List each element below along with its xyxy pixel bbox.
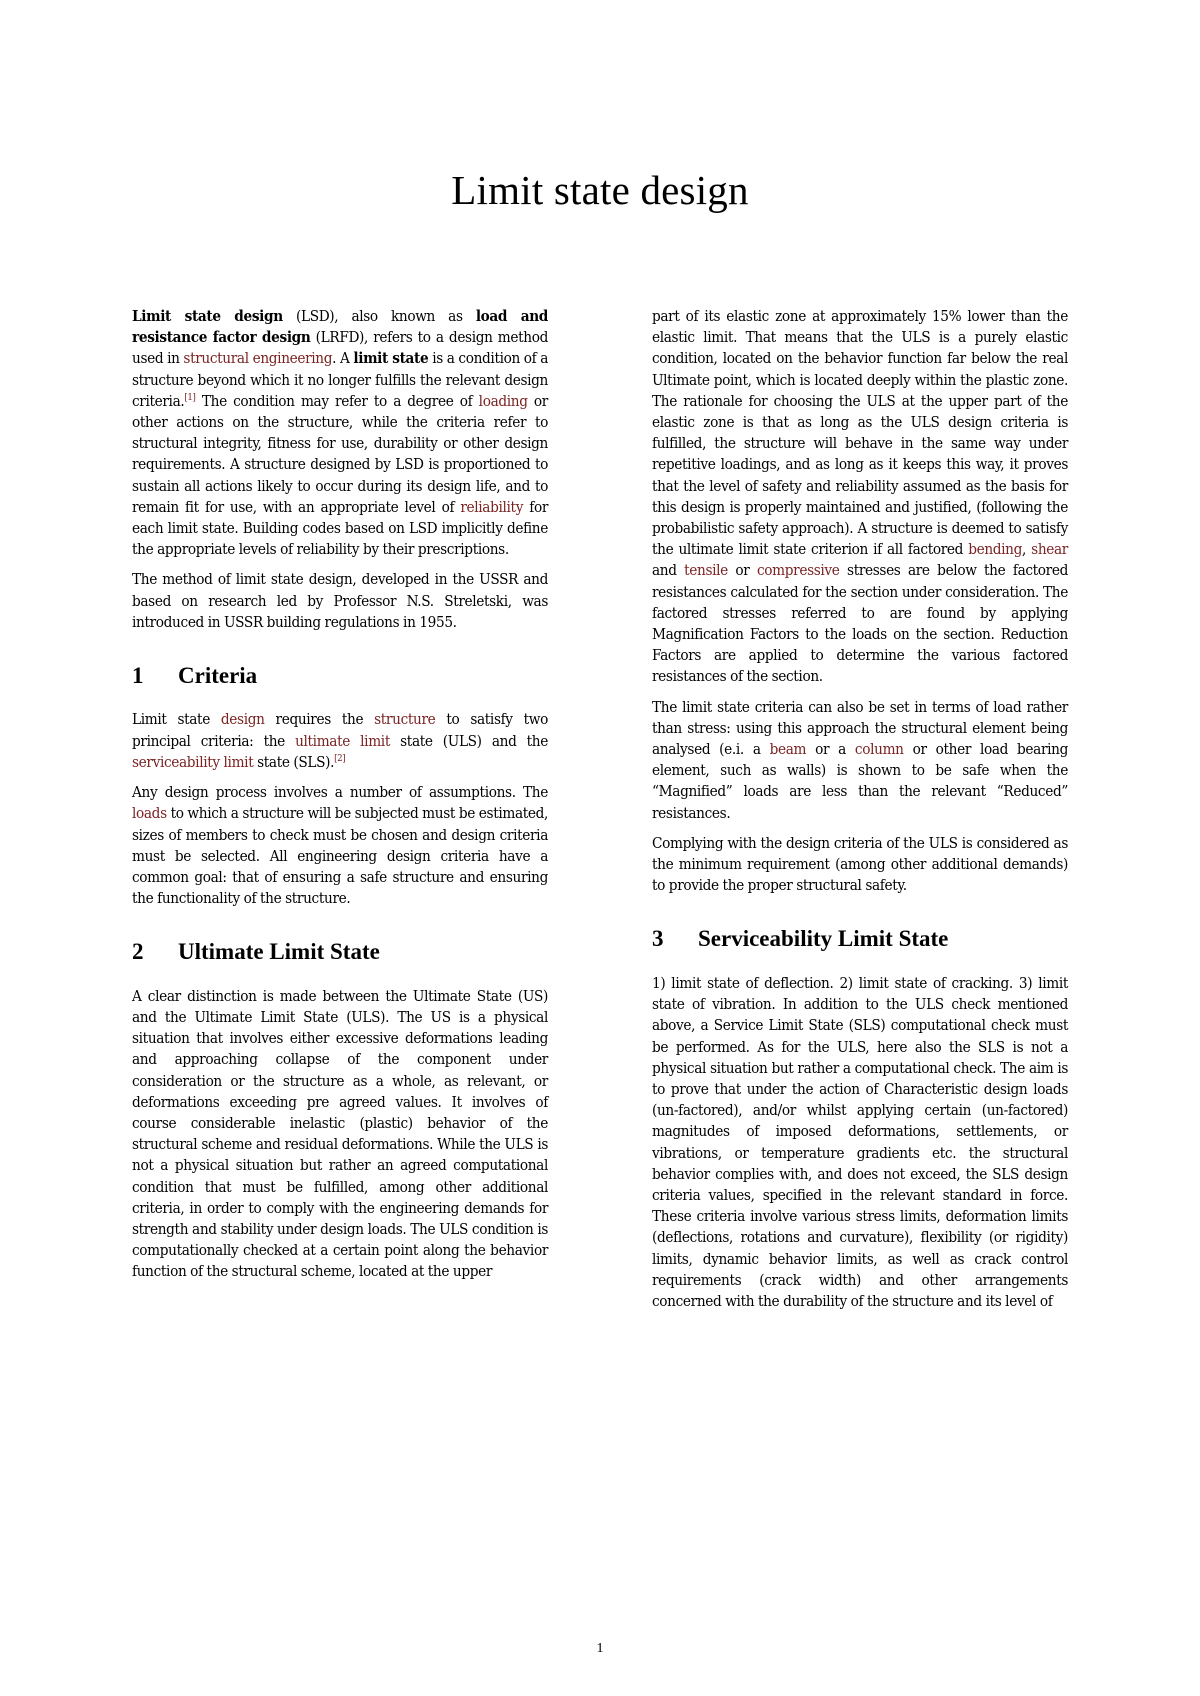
section-title: Serviceability Limit State bbox=[698, 926, 949, 952]
text-run: The condition may refer to a degree of bbox=[195, 391, 479, 410]
wiki-link[interactable]: beam bbox=[769, 740, 807, 759]
paragraph-uls-continuation bbox=[652, 306, 1068, 688]
text-run: The limit state criteria can also be set in terms of load rather than stress: using this approach the structural element being analysed (e.i. a bbox=[652, 697, 1068, 759]
page-number: 1 bbox=[596, 1641, 604, 1656]
bold-term: load and resistance factor design bbox=[132, 307, 549, 347]
text-run: to satisfy two principal criteria: the bbox=[132, 710, 548, 750]
section-heading-criteria bbox=[132, 663, 548, 689]
wiki-link[interactable]: bending bbox=[968, 540, 1023, 559]
text-run: state (SLS). bbox=[253, 752, 335, 771]
bold-term: limit state bbox=[353, 349, 429, 368]
section-number: 3 bbox=[652, 926, 664, 952]
wiki-link[interactable]: serviceability limit bbox=[132, 752, 254, 771]
paragraph-uls-description bbox=[132, 986, 548, 1283]
section-title: Criteria bbox=[178, 663, 258, 689]
bold-term: Limit state design bbox=[132, 307, 283, 325]
text-run: (LSD), also known as bbox=[282, 307, 476, 325]
text-run: (LRFD), refers to a design method used in bbox=[132, 328, 548, 368]
paragraph-criteria-principal bbox=[132, 709, 548, 773]
text-run: requires the bbox=[264, 710, 375, 729]
citation-ref[interactable]: [1] bbox=[184, 391, 196, 403]
wiki-link[interactable]: structural engineering bbox=[183, 349, 333, 368]
text-run: or other actions on the structure, while the criteria refer to structural integrity, fitness for use, durability or other design requirements. A structure designed by LSD is proportioned to sustain all actions likely to occur during its design life, and to remain fit for use, with an appropriate level of bbox=[132, 391, 548, 516]
text-run: or other load bearing element, such as walls) is shown to be safe when the “Magnified” loads are less than the relevant “Reduced” resistances. bbox=[652, 740, 1069, 822]
wiki-link[interactable]: loads bbox=[132, 804, 167, 823]
paragraph-criteria-assumptions bbox=[132, 782, 548, 909]
text-run: part of its elastic zone at approximately 15% lower than the elastic limit. That means that the ULS is a purely elastic condition, located on the behavior function far below the real Ultimate point, which is located deeply within the plastic zone. The rationale for choosing the ULS at the upper part of the elastic zone is that as long as the ULS design criteria is fulfilled, the structure will behave in the same way under repetitive loadings, and as long as it keeps this way, it proves that the level of safety and reliability assumed as the basis for this design is properly maintained and justified, (following the probabilistic safety approach). A structure is deemed to satisfy the ultimate limit state criterion if all factored bbox=[652, 307, 1068, 559]
text-run: is a condition of a structure beyond which it no longer fulfills the relevant design criteria. bbox=[132, 349, 549, 410]
text-run: Any design process involves a number of assumptions. The bbox=[132, 783, 548, 802]
text-run: . A bbox=[332, 349, 354, 368]
text-run: to which a structure will be subjected must be estimated, sizes of members to check must be chosen and design criteria must be selected. All engineering design criteria have a common goal: that of ensuring a safe structure and ensuring the functionality of the structure. bbox=[132, 804, 548, 908]
wiki-link[interactable]: compressive bbox=[757, 561, 840, 580]
wiki-link[interactable]: design bbox=[220, 710, 265, 729]
text-run: The method of limit state design, developed in the USSR and based on research led by Professor N.S. Streletski, was introduced in USSR building regulations in 1955. bbox=[132, 570, 548, 631]
section-heading-serviceability-limit-state bbox=[652, 926, 1068, 952]
wiki-link[interactable]: structure bbox=[374, 710, 436, 729]
paragraph-load-criteria bbox=[652, 697, 1068, 824]
text-run: state (ULS) and the bbox=[389, 731, 548, 750]
text-run: and bbox=[652, 561, 685, 580]
paragraph-ussr-history bbox=[132, 569, 548, 633]
wiki-link[interactable]: column bbox=[854, 740, 904, 759]
text-run: A clear distinction is made between the Ultimate State (US) and the Ultimate Limit State (ULS). The US is a physical situation that involves either excessive deformations leading and approaching collapse of the component under consideration or the structure as a whole, as relevant, or deformations exceeding pre agreed values. It involves of course considerable inelastic (plastic) behavior of the structural scheme and residual deformations. While the ULS is not a physical situation but rather an agreed computational condition that must be fulfilled, among other additional criteria, in order to comply with the engineering demands for strength and stability under design loads. The ULS condition is computationally checked at a certain point along the behavior function of the structural scheme, located at the upper bbox=[132, 986, 548, 1281]
citation-ref[interactable]: [2] bbox=[334, 752, 346, 764]
section-title: Ultimate Limit State bbox=[178, 939, 380, 965]
wiki-link[interactable]: shear bbox=[1031, 540, 1068, 559]
section-number: 1 bbox=[132, 663, 144, 689]
two-column-body bbox=[132, 306, 1068, 1321]
wiki-link[interactable]: tensile bbox=[684, 561, 728, 580]
text-run: or bbox=[727, 561, 757, 580]
text-run: for each limit state. Building codes based on LSD implicitly define the appropriate levels of reliability by their prescriptions. bbox=[132, 497, 549, 559]
section-heading-ultimate-limit-state bbox=[132, 939, 548, 965]
wiki-link[interactable]: ultimate limit bbox=[295, 731, 390, 750]
text-run: Complying with the design criteria of the ULS is considered as the minimum requirement (among other additional demands) to provide the proper structural safety. bbox=[652, 833, 1068, 895]
text-run: stresses are below the factored resistances calculated for the section under consideration. The factored stresses referred to are found by applying Magnification Factors to the loads on the section. Reduction Factors are applied to determine the various factored resistances of the section. bbox=[652, 561, 1068, 686]
wiki-link[interactable]: reliability bbox=[460, 497, 524, 516]
left-column bbox=[132, 306, 548, 1292]
section-number: 2 bbox=[132, 939, 144, 965]
text-run: , bbox=[1022, 540, 1032, 559]
text-run: Limit state bbox=[132, 710, 221, 729]
page-title: Limit state design bbox=[451, 167, 749, 213]
paragraph-complying-uls bbox=[652, 833, 1068, 897]
paragraph-sls-description bbox=[652, 973, 1068, 1312]
right-column bbox=[652, 306, 1068, 1321]
paragraph-intro bbox=[132, 306, 548, 560]
text-run: 1) limit state of deflection. 2) limit state of cracking. 3) limit state of vibration. In addition to the ULS check mentioned above, a Service Limit State (SLS) computational check must be performed. As for the ULS, here also the SLS is not a physical situation but rather a computational check. The aim is to prove that under the action of Characteristic design loads (un-factored), and/or whilst applying certain (un-factored) magnitudes of imposed deformations, settlements, or vibrations, or temperature gradients etc. the structural behavior complies with, and does not exceed, the SLS design criteria values, specified in the relevant standard in force. These criteria involve various stress limits, deformation limits (deflections, rotations and curvature), flexibility (or rigidity) limits, dynamic behavior limits, as well as crack control requirements (crack width) and other arrangements concerned with the durability of the structure and its level of bbox=[652, 973, 1068, 1310]
text-run: or a bbox=[806, 740, 855, 759]
wiki-link[interactable]: loading bbox=[478, 391, 528, 410]
